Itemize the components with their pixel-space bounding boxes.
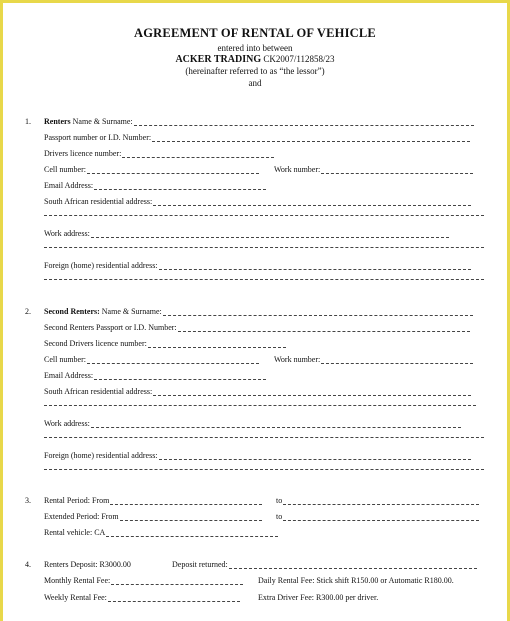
- s4-daily-fee-label: Daily Rental Fee: Stick shift R150.00 or Automatic R180.00.: [258, 576, 454, 585]
- header-line-company: [3, 54, 507, 65]
- s1-licence-label: Drivers licence number:: [44, 149, 122, 158]
- s2-name-label: Name & Surname:: [99, 307, 162, 316]
- s2-renters-label: Second Renters:: [44, 307, 100, 316]
- s1-cell-row: [44, 165, 259, 174]
- s4-monthly-fee-field[interactable]: [111, 577, 243, 585]
- s1-licence-row: [44, 149, 274, 158]
- s2-licence-label: Second Drivers licence number:: [44, 339, 147, 348]
- s3-rental-period-label: Rental Period: From: [44, 496, 110, 505]
- section-1-number: 1.: [25, 117, 31, 126]
- s1-work-address-field[interactable]: [91, 230, 449, 238]
- s1-name-field[interactable]: [134, 118, 474, 126]
- s2-work-address-label: Work address:: [44, 419, 90, 428]
- s2-passport-label: Second Renters Passport or I.D. Number:: [44, 323, 177, 332]
- s4-weekly-fee-label: Weekly Rental Fee:: [44, 593, 107, 602]
- header-line-and: and: [248, 78, 262, 88]
- company-name: ACKER TRADING: [175, 54, 262, 65]
- s3-vehicle-label: Rental vehicle: CA: [44, 528, 106, 537]
- s2-passport-row: [44, 323, 470, 332]
- s4-daily-fee-row: [258, 576, 454, 585]
- s1-licence-field[interactable]: [122, 150, 274, 158]
- s2-work-number-field[interactable]: [321, 356, 473, 364]
- s4-deposit-label: Renters Deposit: R3000.00: [44, 560, 131, 569]
- s2-email-label: Email Address:: [44, 371, 94, 380]
- s1-work-number-row: [274, 165, 473, 174]
- s3-extended-to-field[interactable]: [283, 513, 479, 521]
- document-page: [3, 3, 507, 621]
- s4-deposit-row: [44, 560, 131, 569]
- s1-sa-address-row: [44, 197, 471, 206]
- company-registration: CK2007/112858/23: [261, 54, 335, 64]
- s2-work-address-field[interactable]: [91, 420, 461, 428]
- s2-sa-address-row: [44, 387, 471, 396]
- s3-rental-period-row: [44, 496, 262, 505]
- s2-email-field[interactable]: [94, 372, 266, 380]
- s3-vehicle-row: [44, 528, 278, 537]
- s4-monthly-fee-label: Monthly Rental Fee:: [44, 576, 111, 585]
- s1-work-address-line-2[interactable]: [44, 246, 484, 248]
- s3-extended-period-label: Extended Period: From: [44, 512, 119, 521]
- s2-foreign-address-field[interactable]: [159, 452, 471, 460]
- s2-licence-field[interactable]: [148, 340, 286, 348]
- s1-email-field[interactable]: [94, 182, 266, 190]
- s2-work-number-row: [274, 355, 473, 364]
- section-2-number: 2.: [25, 307, 31, 316]
- s1-foreign-address-field[interactable]: [159, 262, 471, 270]
- s2-name-row: [44, 307, 473, 316]
- s1-sa-address-field[interactable]: [153, 198, 471, 206]
- s1-sa-address-label: South African residential address:: [44, 197, 153, 206]
- document-title: AGREEMENT OF RENTAL OF VEHICLE: [134, 26, 376, 40]
- s4-monthly-fee-row: [44, 576, 243, 585]
- s4-deposit-returned-field[interactable]: [229, 561, 477, 569]
- s1-passport-field[interactable]: [152, 134, 470, 142]
- section-3-number: 3.: [25, 496, 31, 505]
- s1-passport-row: [44, 133, 470, 142]
- s2-email-row: [44, 371, 266, 380]
- s1-name-label: Name & Surname:: [70, 117, 133, 126]
- s2-cell-field[interactable]: [87, 356, 259, 364]
- s1-cell-label: Cell number:: [44, 165, 86, 174]
- s4-deposit-returned-label: Deposit returned:: [172, 560, 228, 569]
- s2-work-number-label: Work number:: [274, 355, 321, 364]
- s2-sa-address-line-2[interactable]: [44, 404, 476, 406]
- s1-foreign-address-row: [44, 261, 471, 270]
- s4-weekly-fee-row: [44, 593, 240, 602]
- s1-foreign-address-line-2[interactable]: [44, 278, 484, 280]
- s2-cell-label: Cell number:: [44, 355, 86, 364]
- s2-foreign-address-row: [44, 451, 471, 460]
- s4-extra-driver-row: [258, 593, 378, 602]
- s1-work-address-row: [44, 229, 449, 238]
- s1-sa-address-line-2[interactable]: [44, 214, 484, 216]
- s3-extended-to-row: [276, 512, 479, 521]
- s3-rental-from-field[interactable]: [110, 497, 262, 505]
- s2-foreign-address-line-2[interactable]: [44, 468, 484, 470]
- s1-work-address-label: Work address:: [44, 229, 90, 238]
- s2-sa-address-label: South African residential address:: [44, 387, 153, 396]
- s1-passport-label: Passport number or I.D. Number:: [44, 133, 152, 142]
- s3-extended-to-label: to: [276, 512, 283, 521]
- s2-passport-field[interactable]: [178, 324, 470, 332]
- s3-rental-to-field[interactable]: [283, 497, 479, 505]
- s4-weekly-fee-field[interactable]: [108, 594, 240, 602]
- s2-name-field[interactable]: [163, 308, 473, 316]
- s2-sa-address-field[interactable]: [153, 388, 471, 396]
- s1-cell-field[interactable]: [87, 166, 259, 174]
- s2-cell-row: [44, 355, 259, 364]
- s3-extended-period-row: [44, 512, 262, 521]
- s1-foreign-address-label: Foreign (home) residential address:: [44, 261, 158, 270]
- s2-work-address-row: [44, 419, 461, 428]
- s1-email-row: [44, 181, 266, 190]
- s2-foreign-address-label: Foreign (home) residential address:: [44, 451, 158, 460]
- s3-vehicle-field[interactable]: [106, 529, 278, 537]
- s3-rental-to-row: [276, 496, 479, 505]
- s1-renters-label: Renters: [44, 117, 71, 126]
- header-line-entered: entered into between: [217, 43, 293, 53]
- s1-name-row: [44, 117, 474, 126]
- s4-extra-driver-label: Extra Driver Fee: R300.00 per driver.: [258, 593, 379, 602]
- s2-work-address-line-2[interactable]: [44, 436, 484, 438]
- s4-deposit-returned-row: [172, 560, 477, 569]
- s2-licence-row: [44, 339, 286, 348]
- s3-rental-to-label: to: [276, 496, 283, 505]
- s1-work-number-field[interactable]: [321, 166, 473, 174]
- s3-extended-from-field[interactable]: [120, 513, 262, 521]
- s1-work-number-label: Work number:: [274, 165, 321, 174]
- section-4-number: 4.: [25, 560, 31, 569]
- header-line-lessor: (hereinafter referred to as “the lessor”): [185, 66, 325, 76]
- s1-email-label: Email Address:: [44, 181, 94, 190]
